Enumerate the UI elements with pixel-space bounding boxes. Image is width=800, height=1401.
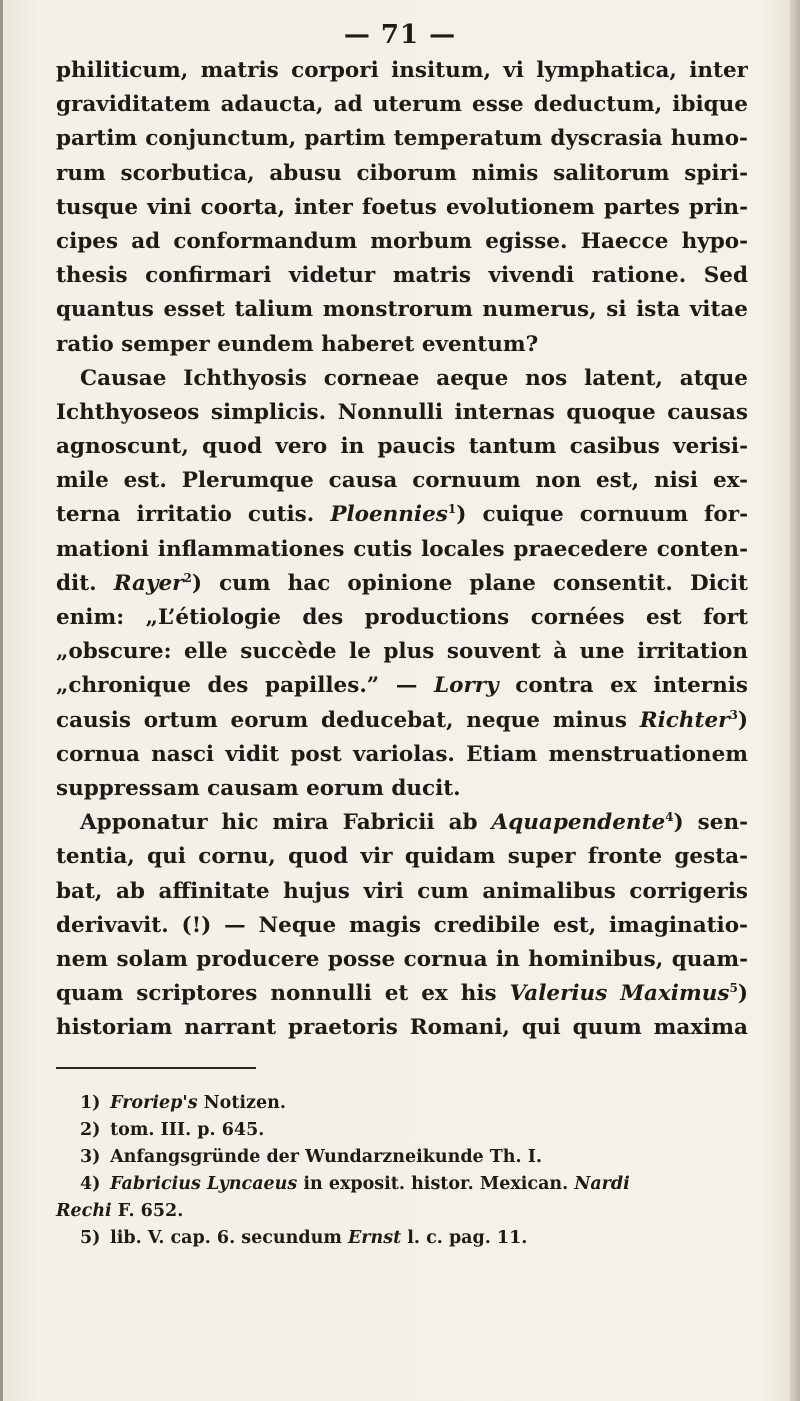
text-line: graviditatem adaucta, ad uterum esse deductum, ibique: [56, 92, 748, 118]
footnote: [56, 1117, 748, 1144]
footnote: [56, 1090, 748, 1117]
text-line: nem solam producere posse cornua in hominibus, quam-: [56, 946, 748, 972]
text-line: rum scorbutica, abusu ciborum nimis salitorum spiri-: [56, 160, 748, 186]
footnote: [56, 1144, 748, 1171]
author-name: Aquapendente: [491, 810, 666, 836]
footnote-text: l. c. pag. 11.: [401, 1228, 528, 1248]
author-name: Rechi: [56, 1201, 112, 1221]
text-span: quam scriptores nonnulli et ex his: [56, 981, 510, 1007]
text-line: quantus esset talium monstrorum numerus, si ista vitae: [56, 297, 748, 323]
text-line: [56, 669, 748, 703]
author-name: Froriep's: [110, 1093, 198, 1113]
footnote-number: 4): [80, 1174, 101, 1194]
author-name: Valerius Maximus: [509, 981, 730, 1007]
text-line: historiam narrant praetoris Romani, qui quum maxima: [56, 1015, 748, 1041]
footnote-text: in exposit. histor. Mexican.: [297, 1174, 575, 1194]
footnote-continuation: [56, 1198, 748, 1225]
footnote-number: 5): [80, 1228, 101, 1248]
text-span: ) cum hac opinione plane consentit. Dicit: [191, 570, 748, 596]
footnote-ref: 3: [729, 707, 738, 722]
text-span: causis ortum eorum deducebat, neque minus: [56, 707, 640, 733]
text-line: mationi inflammationes cutis locales praecedere conten-: [56, 536, 748, 562]
footnotes: [56, 1090, 748, 1252]
author-name: Ploennies: [330, 502, 448, 528]
text-line: cipes ad conformandum morbum egisse. Haecce hypo-: [56, 228, 748, 254]
text-line: [56, 498, 748, 532]
text-line: [56, 806, 748, 840]
text-line: enim: „L’étiologie des productions cornées est fort: [56, 605, 748, 630]
text-line: thesis confirmari videtur matris vivendi ratione. Sed: [56, 263, 748, 289]
footnote-ref: 5: [729, 981, 738, 996]
text-line: [56, 704, 748, 738]
author-name: Fabricius Lyncaeus: [110, 1174, 298, 1194]
footnote-number: 2): [80, 1120, 101, 1140]
text-span: ): [737, 981, 748, 1007]
text-span: terna irritatio cutis.: [56, 502, 331, 528]
footnote-ref: 4: [665, 810, 674, 825]
text-line: derivavit. (!) — Neque magis credibile est, imaginatio-: [56, 912, 748, 938]
author-name: Nardi: [574, 1174, 630, 1194]
text-line: ratio semper eundem haberet eventum?: [56, 331, 539, 357]
text-line: mile est. Plerumque causa cornuum non est, nisi ex-: [56, 468, 748, 494]
text-line: Causae Ichthyosis corneae aeque nos latent, atque: [80, 365, 748, 391]
author-name: Rayer: [113, 570, 184, 596]
text-line: „obscure: elle succède le plus souvent à une irritation: [56, 639, 748, 665]
footnote-ref: 1: [447, 502, 457, 517]
text-span: ): [737, 707, 748, 733]
text-span: ) cuique cornuum for-: [456, 502, 748, 528]
text-span: Apponatur hic mira Fabricii ab: [80, 810, 492, 836]
text-line: partim conjunctum, partim temperatum dyscrasia humo-: [56, 126, 748, 152]
footnote-divider: [56, 1067, 256, 1069]
footnote-number: 3): [80, 1147, 101, 1167]
text-line: tentia, qui cornu, quod vir quidam super fronte gesta-: [56, 844, 748, 870]
text-line: tusque vini coorta, inter foetus evolutionem partes prin-: [56, 194, 748, 220]
text-line: bat, ab affinitate hujus viri cum animalibus corrigeris: [56, 878, 748, 904]
footnote: [56, 1171, 748, 1198]
author-name: Lorry: [434, 673, 499, 699]
text-line: [56, 567, 748, 601]
footnote-text: Anfangsgründe der Wundarzneikunde Th. I.: [110, 1147, 542, 1167]
footnote-text: lib. V. cap. 6. secundum: [110, 1228, 348, 1248]
author-name: Richter: [639, 707, 730, 733]
author-name: Ernst: [347, 1228, 402, 1248]
body-text: [56, 54, 748, 1045]
text-span: ) sen-: [673, 810, 748, 836]
text-span: „chronique des papilles.” —: [56, 673, 434, 699]
text-line: agnoscunt, quod vero in paucis tantum casibus verisi-: [56, 434, 748, 460]
text-span: contra ex internis: [498, 673, 748, 699]
footnote-number: 1): [80, 1093, 101, 1113]
text-span: dit.: [56, 570, 114, 596]
footnote-text: F. 652.: [111, 1201, 184, 1221]
text-line: cornua nasci vidit post variolas. Etiam menstruationem: [56, 741, 748, 767]
footnote: [56, 1225, 748, 1252]
text-line: suppressam causam eorum ducit.: [56, 775, 461, 801]
footnote-text: Notizen.: [197, 1093, 286, 1113]
page-number: — 71 —: [343, 20, 457, 50]
page-left-edge: [0, 0, 3, 1401]
text-line: [56, 977, 748, 1011]
text-line: philiticum, matris corpori insitum, vi lymphatica, inter: [56, 58, 748, 83]
footnote-text: tom. III. p. 645.: [110, 1120, 265, 1140]
footnote-ref: 2: [183, 570, 192, 585]
page-right-edge: [790, 0, 800, 1401]
text-line: Ichthyoseos simplicis. Nonnulli internas quoque causas: [56, 399, 748, 425]
